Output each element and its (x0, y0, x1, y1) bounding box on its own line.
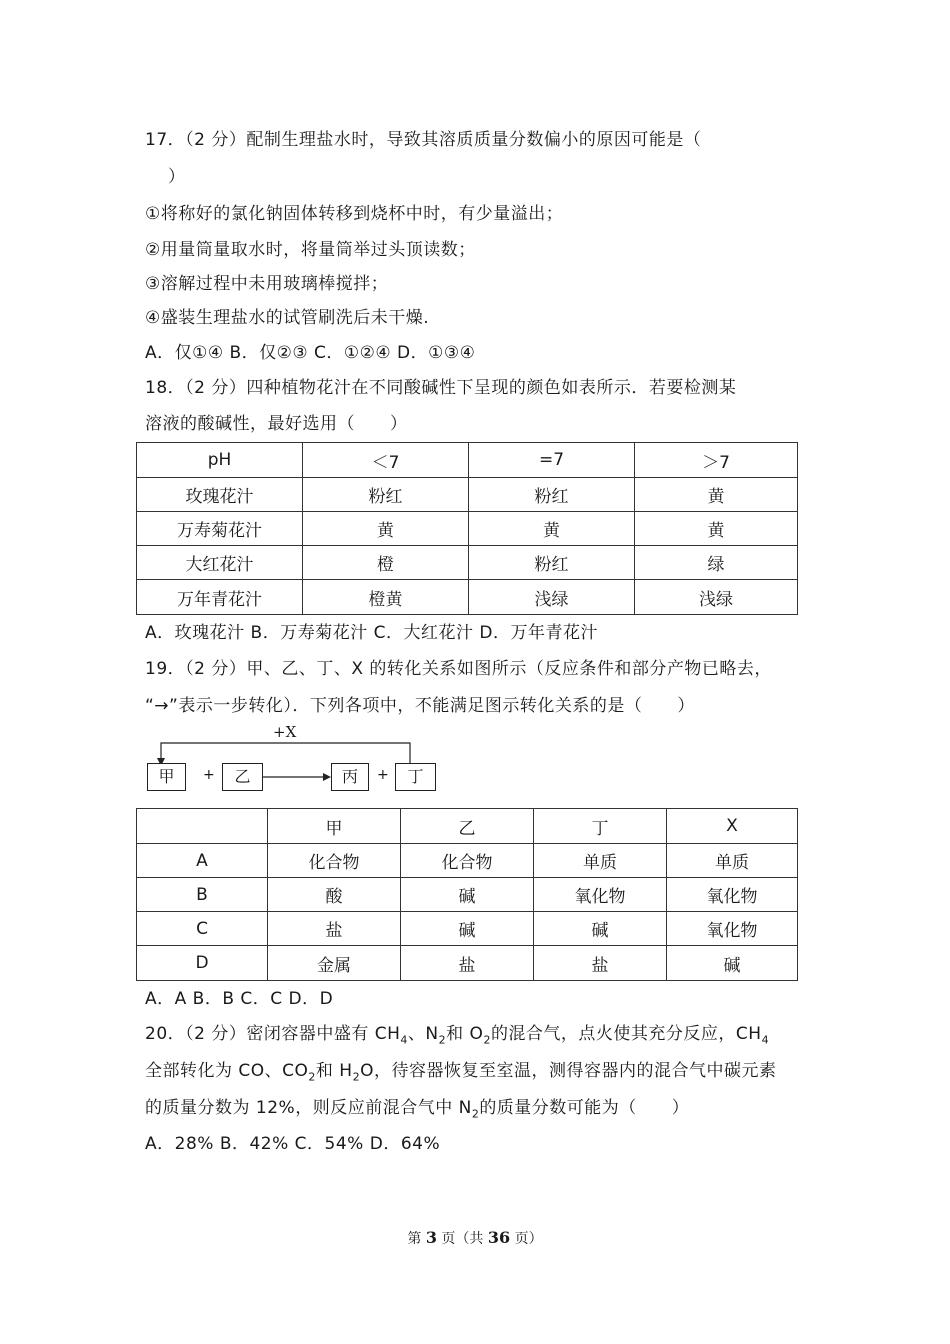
footer-text: 第 (407, 1231, 426, 1247)
table-row (137, 580, 798, 615)
q20-text: 20．（2 分）密闭容器中盛有 CH (145, 1024, 401, 1044)
q19-header-cell: 丁 (534, 809, 667, 844)
q19-box-jia: 甲 (147, 763, 186, 791)
q19-options-table (136, 808, 798, 981)
table-row (137, 546, 798, 580)
subscript: 2 (483, 1033, 491, 1047)
subscript: 2 (438, 1033, 447, 1047)
table-cell: D (137, 946, 268, 981)
q17-stem-line1: 17．（2 分）配制生理盐水时，导致其溶质质量分数偏小的原因可能是（ (145, 130, 702, 150)
table-cell: 粉红 (303, 478, 469, 512)
q20-text: O，待容器恢复至室温，测得容器内的混合气中碳元素 (360, 1061, 777, 1081)
table-cell: 粉红 (469, 546, 635, 580)
table-cell: 橙黄 (303, 580, 469, 615)
subscript: 2 (352, 1070, 361, 1084)
q20-text: 的质量分数为 12%，则反应前混合气中 N (145, 1098, 472, 1118)
table-row (137, 844, 798, 878)
q18-stem-line1: 18．（2 分）四种植物花汁在不同酸碱性下呈现的颜色如表所示．若要检测某 (145, 378, 737, 398)
table-cell: 黄 (635, 478, 798, 512)
subscript: 4 (761, 1033, 770, 1047)
q17-stem-line2: ） (168, 167, 186, 187)
table-cell: 化合物 (268, 844, 401, 878)
q19-plus-2: + (377, 767, 389, 783)
table-cell: 碱 (401, 878, 534, 912)
q20-line3 (145, 1093, 689, 1120)
q19-table-header (137, 809, 798, 844)
q19-stem-line2: “→”表示一步转化）．下列各项中，不能满足图示转化关系的是（ ） (145, 696, 695, 716)
table-cell: 碱 (401, 912, 534, 946)
page-footer (0, 1228, 950, 1248)
table-cell: B (137, 878, 268, 912)
table-cell: 碱 (534, 912, 667, 946)
table-cell: 粉红 (469, 478, 635, 512)
q17-options: A．仅①④ B．仅②③ C．①②④ D．①③④ (145, 343, 476, 363)
table-cell: 盐 (401, 946, 534, 981)
table-cell: 浅绿 (469, 580, 635, 615)
table-cell: 橙 (303, 546, 469, 580)
table-cell: 绿 (635, 546, 798, 580)
q19-box-ding: 丁 (395, 763, 436, 791)
q17-item-1: ①将称好的氯化钠固体转移到烧杯中时，有少量溢出； (145, 204, 564, 224)
q20-text: 和 O (446, 1024, 484, 1044)
q19-forward-arrowhead (323, 773, 331, 781)
q19-box-yi: 乙 (222, 763, 263, 791)
table-cell: 盐 (268, 912, 401, 946)
q20-line1 (145, 1019, 769, 1046)
table-cell: 黄 (635, 512, 798, 546)
table-cell: 单质 (534, 844, 667, 878)
q19-conversion-diagram (145, 725, 445, 795)
q18-header-cell: pH (137, 443, 303, 478)
q18-stem-line2: 溶液的酸碱性，最好选用（ ） (145, 414, 408, 434)
table-cell: 玫瑰花汁 (137, 478, 303, 512)
q20-line2 (145, 1056, 776, 1083)
q19-header-cell: X (667, 809, 798, 844)
table-row (137, 912, 798, 946)
page-number: 3 (425, 1228, 437, 1247)
table-cell: 氧化物 (667, 912, 798, 946)
q19-box-bing: 丙 (331, 763, 369, 791)
table-cell: 氧化物 (667, 878, 798, 912)
q19-plus-1: + (203, 767, 215, 783)
table-cell: 浅绿 (635, 580, 798, 615)
table-cell: C (137, 912, 268, 946)
subscript: 4 (400, 1033, 408, 1047)
q18-header-cell: ＜7 (303, 443, 469, 478)
q20-text: 的质量分数可能为（ ） (479, 1098, 690, 1118)
table-cell: 万年青花汁 (137, 580, 303, 615)
q18-table-header (137, 443, 798, 478)
q17-item-2: ②用量筒量取水时，将量筒举过头顶读数； (145, 240, 476, 260)
table-cell: 万寿菊花汁 (137, 512, 303, 546)
q19-feedback-line (161, 743, 410, 763)
table-cell: 金属 (268, 946, 401, 981)
total-pages: 36 (487, 1228, 511, 1247)
table-row (137, 478, 798, 512)
table-cell: 大红花汁 (137, 546, 303, 580)
table-cell: 单质 (667, 844, 798, 878)
table-cell: 化合物 (401, 844, 534, 878)
q19-x-label: +X (273, 723, 297, 741)
table-cell: 黄 (469, 512, 635, 546)
table-cell: 酸 (268, 878, 401, 912)
q18-header-cell: ＞7 (635, 443, 798, 478)
table-cell: 碱 (667, 946, 798, 981)
q20-text: 和 H (315, 1061, 353, 1081)
table-row (137, 878, 798, 912)
q17-item-3: ③溶解过程中未用玻璃棒搅拌； (145, 274, 389, 294)
q18-options: A．玫瑰花汁 B．万寿菊花汁 C．大红花汁 D．万年青花汁 (145, 623, 598, 643)
q19-stem-line1: 19．（2 分）甲、乙、丁、X 的转化关系如图所示（反应条件和部分产物已略去， (145, 659, 772, 679)
table-cell: 黄 (303, 512, 469, 546)
subscript: 2 (471, 1107, 480, 1121)
q20-text: 全部转化为 CO、CO (145, 1061, 309, 1081)
q19-header-cell (137, 809, 268, 844)
q18-header-cell: =7 (469, 443, 635, 478)
q20-options: A．28% B．42% C．54% D．64% (145, 1134, 441, 1154)
table-cell: 盐 (534, 946, 667, 981)
q18-color-table (136, 442, 798, 615)
footer-text: 页） (510, 1231, 543, 1247)
q19-header-cell: 甲 (268, 809, 401, 844)
subscript: 2 (308, 1070, 316, 1084)
table-row (137, 512, 798, 546)
footer-text: 页（共 (436, 1231, 488, 1247)
table-cell: 氧化物 (534, 878, 667, 912)
q20-text: 、N (407, 1024, 439, 1044)
table-cell: A (137, 844, 268, 878)
q20-text: 的混合气，点火使其充分反应，CH (490, 1024, 762, 1044)
q17-item-4: ④盛装生理盐水的试管刷洗后未干燥. (145, 308, 430, 328)
table-row (137, 946, 798, 981)
q19-options: A．A B．B C．C D．D (145, 989, 334, 1009)
q19-header-cell: 乙 (401, 809, 534, 844)
